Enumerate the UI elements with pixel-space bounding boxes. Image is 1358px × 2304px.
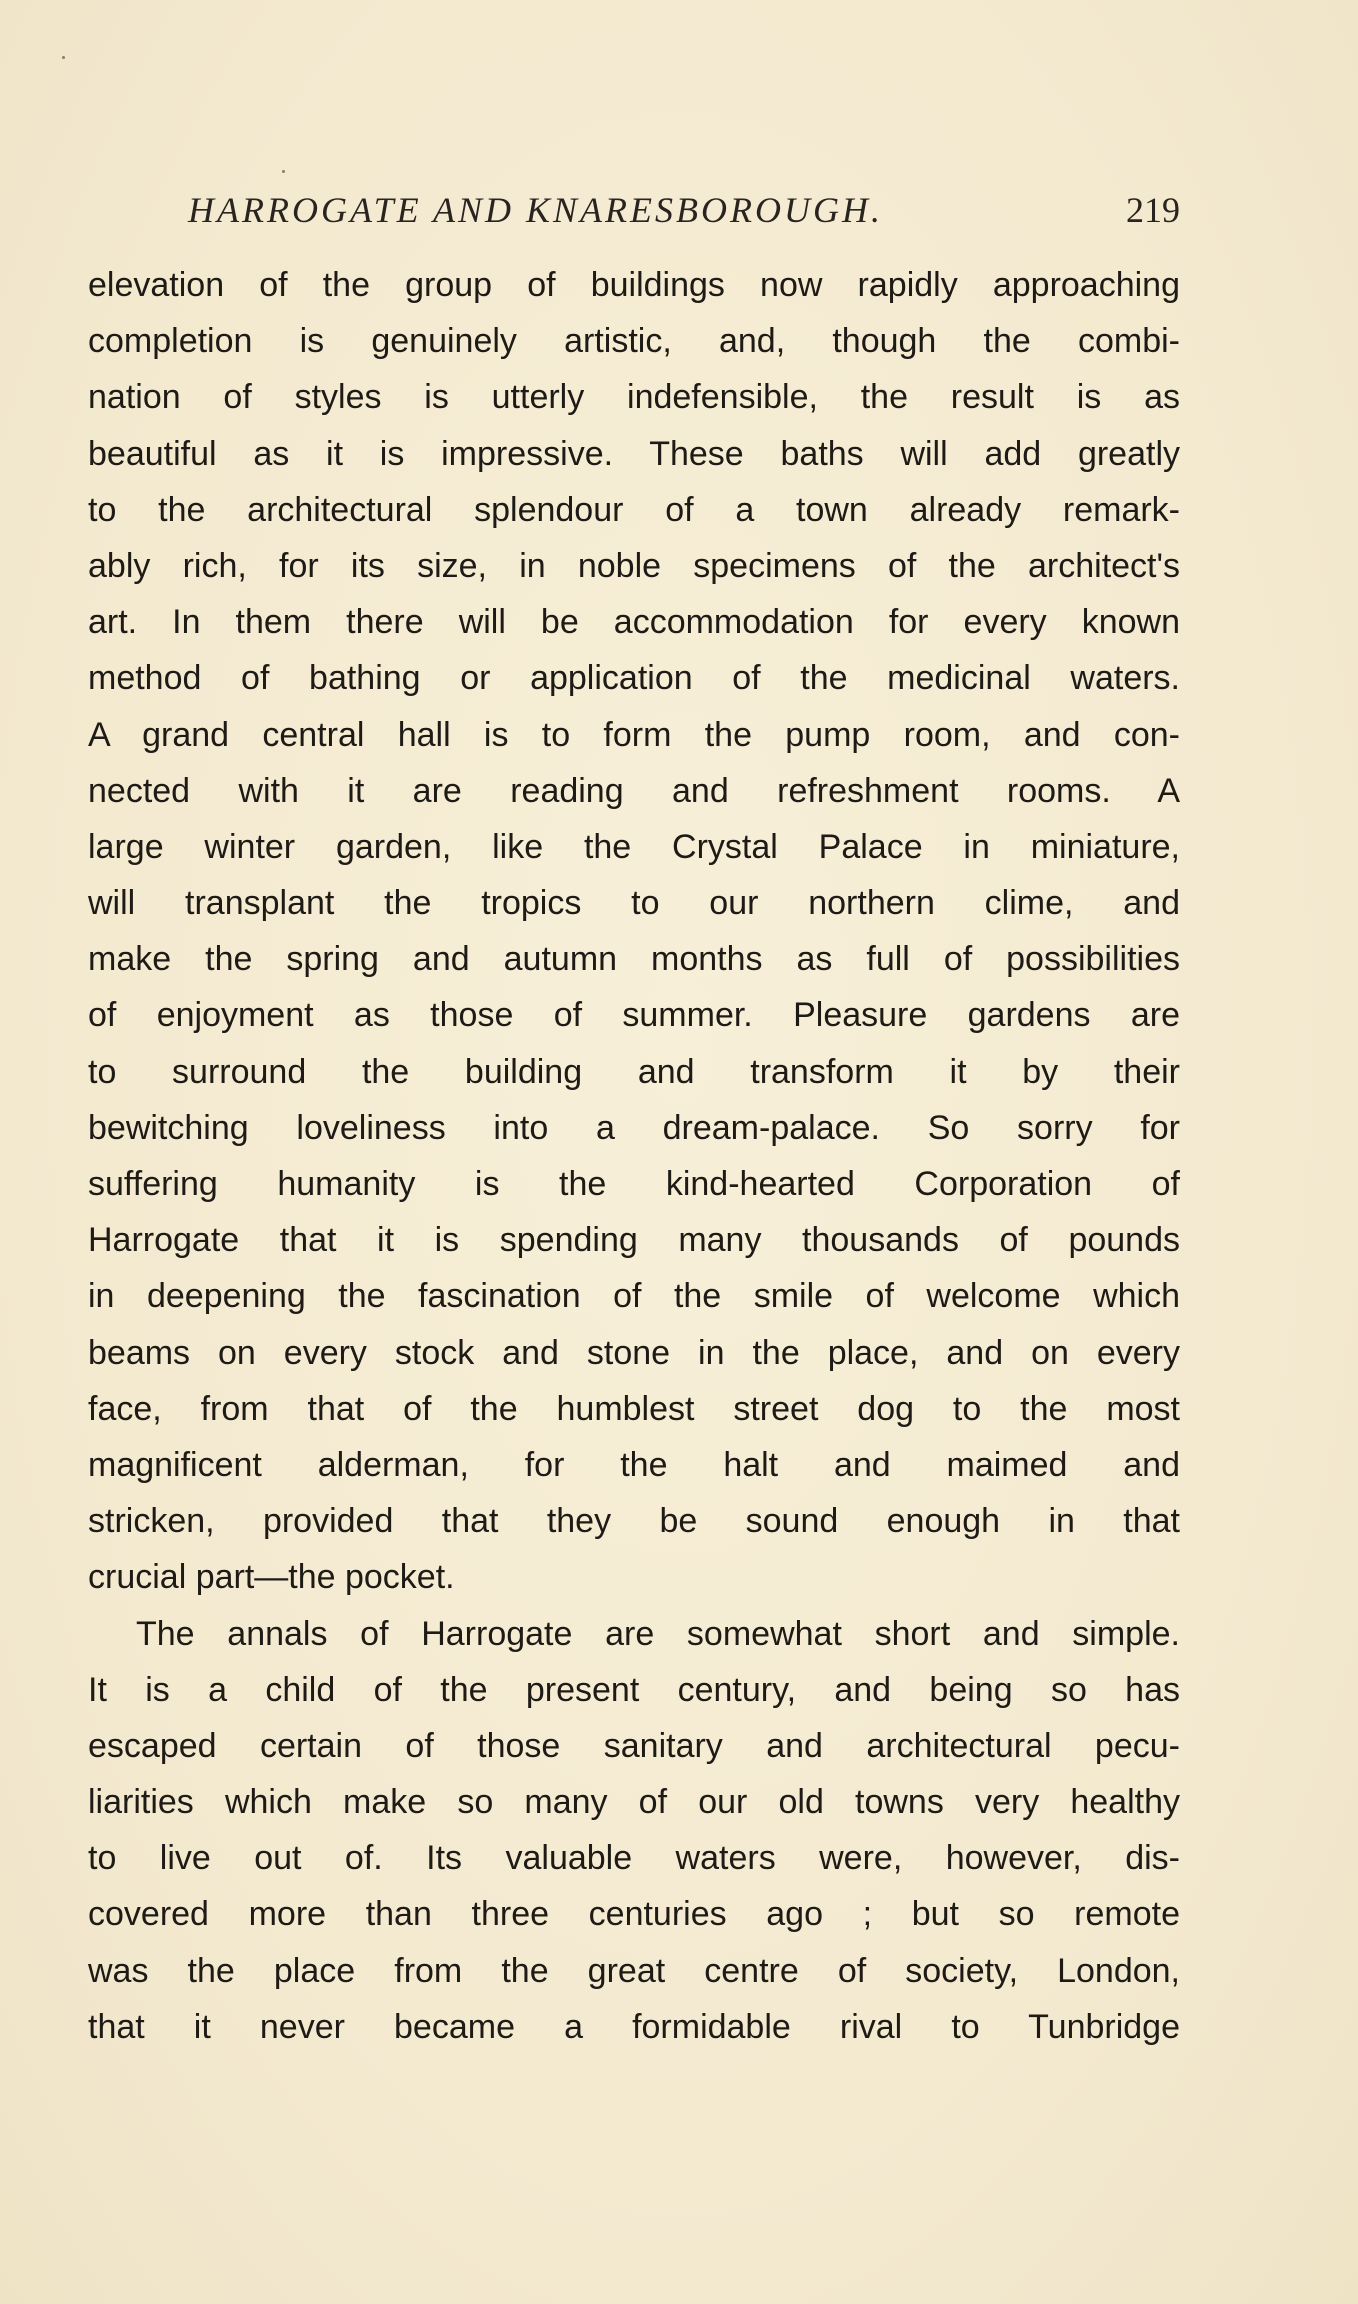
text-line: of enjoyment as those of summer. Pleasure gardens are — [88, 996, 1180, 1035]
text-line: Harrogate that it is spending many thousands of pounds — [88, 1221, 1180, 1260]
text-line: suffering humanity is the kind-hearted Corporation of — [88, 1165, 1180, 1203]
text-line: covered more than three centuries ago ; but so remote — [88, 1895, 1180, 1934]
text-line: The annals of Harrogate are somewhat short and simple. — [136, 1614, 1180, 1653]
text-line: bewitching loveliness into a dream-palace. So sorry for — [88, 1108, 1180, 1147]
text-line: that it never became a formidable rival to Tunbridge — [88, 2007, 1180, 2046]
text-line: face, from that of the humblest street dog to the most — [88, 1389, 1180, 1428]
text-line: nected with it are reading and refreshment rooms. A — [88, 771, 1180, 810]
text-line: crucial part—the pocket. — [88, 1558, 455, 1597]
text-line: beams on every stock and stone in the place, and on every — [88, 1333, 1180, 1372]
page-header — [88, 182, 1180, 238]
text-line: make the spring and autumn months as full of possibilities — [88, 940, 1180, 979]
paragraph — [88, 1606, 1180, 2056]
text-line: large winter garden, like the Crystal Palace in miniature, — [88, 827, 1180, 866]
text-line: to surround the building and transform it by their — [88, 1052, 1180, 1091]
text-line: It is a child of the present century, and being so has — [88, 1670, 1180, 1709]
paragraph — [88, 257, 1180, 1606]
text-line: to live out of. Its valuable waters were, however, dis- — [88, 1839, 1180, 1878]
text-line: was the place from the great centre of society, London, — [88, 1951, 1180, 1990]
page-number: 219 — [1126, 190, 1180, 230]
text-line: stricken, provided that they be sound enough in that — [88, 1502, 1180, 1541]
text-line: ably rich, for its size, in noble specimens of the architect's — [88, 546, 1180, 585]
text-line: escaped certain of those sanitary and architectural pecu- — [88, 1726, 1180, 1765]
text-line: completion is genuinely artistic, and, though the combi- — [88, 322, 1180, 361]
text-line: elevation of the group of buildings now rapidly approaching — [88, 266, 1180, 304]
text-line: nation of styles is utterly indefensible, the result is as — [88, 378, 1180, 417]
text-line: in deepening the fascination of the smile of welcome which — [88, 1277, 1180, 1316]
text-line: art. In them there will be accommodation for every known — [88, 603, 1180, 642]
running-title: HARROGATE AND KNARESBOROUGH. — [188, 190, 883, 230]
text-line: beautiful as it is impressive. These baths will add greatly — [88, 434, 1180, 473]
text-line: method of bathing or application of the medicinal waters. — [88, 659, 1180, 698]
text-line: will transplant the tropics to our northern clime, and — [88, 884, 1180, 923]
body-text — [88, 257, 1180, 2055]
text-line: liarities which make so many of our old towns very healthy — [88, 1783, 1180, 1822]
text-line: to the architectural splendour of a town already remark- — [88, 490, 1180, 529]
text-line: A grand central hall is to form the pump room, and con- — [88, 715, 1180, 754]
paper-speck — [282, 170, 285, 173]
text-line: magnificent alderman, for the halt and maimed and — [88, 1445, 1180, 1484]
paper-speck — [62, 56, 65, 59]
